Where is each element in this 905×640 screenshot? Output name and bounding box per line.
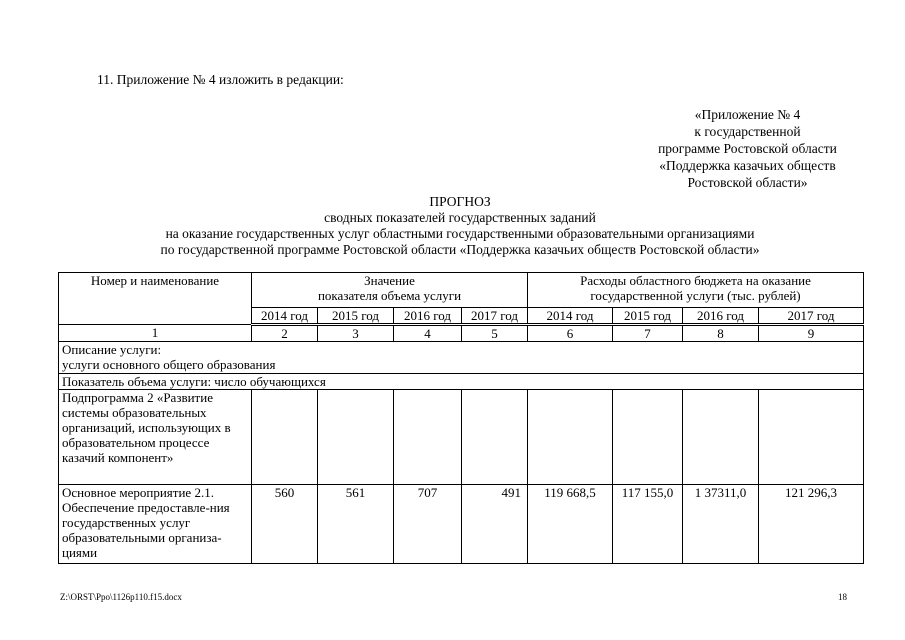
value-cell: 1 37311,0 <box>683 485 759 564</box>
appendix-line: «Приложение № 4 <box>694 107 801 122</box>
year-cell: 2017 год <box>759 308 864 325</box>
value-cell: 119 668,5 <box>528 485 613 564</box>
title-line: ПРОГНОЗ <box>429 194 491 209</box>
column-number: 4 <box>394 325 462 342</box>
value-cell: 561 <box>318 485 394 564</box>
year-cell: 2015 год <box>318 308 394 325</box>
description-cell: Описание услуги: услуги основного общего образования <box>59 342 864 374</box>
value-cell: 491 <box>462 485 528 564</box>
empty-cell <box>252 390 318 485</box>
column-number: 2 <box>252 325 318 342</box>
table-row-main-event <box>59 485 864 564</box>
column-number: 1 <box>59 325 252 342</box>
appendix-line: Ростовской области» <box>687 175 808 190</box>
intro-text: 11. Приложение № 4 изложить в редакции: <box>97 72 344 87</box>
table-header-row <box>59 273 864 308</box>
appendix-line: к государственной <box>694 124 801 139</box>
header-value-cell: Значение показателя объема услуги <box>252 273 528 308</box>
value-cell: 121 296,3 <box>759 485 864 564</box>
header-expense-cell: Расходы областного бюджета на оказание государственной услуги (тыс. рублей) <box>528 273 864 308</box>
column-number: 5 <box>462 325 528 342</box>
header-name-cell: Номер и наименование <box>59 273 252 325</box>
empty-cell <box>759 390 864 485</box>
table-column-numbers-row <box>59 325 864 342</box>
title-line: на оказание государственных услуг областными государственными образовательными организациями <box>165 226 755 241</box>
subprogram-cell: Подпрограмма 2 «Развитие системы образовательных организаций, использующих в образовательном процессе казачий компонент» <box>59 390 252 485</box>
year-cell: 2017 год <box>462 308 528 325</box>
value-cell: 707 <box>394 485 462 564</box>
column-number: 9 <box>759 325 864 342</box>
forecast-table <box>58 272 864 564</box>
table-row-description <box>59 342 864 374</box>
title-line: сводных показателей государственных заданий <box>324 210 596 225</box>
empty-cell <box>613 390 683 485</box>
main-event-cell: Основное мероприятие 2.1. Обеспечение предоставле-ния государственных услуг образовательными организа-циями <box>59 485 252 564</box>
empty-cell <box>683 390 759 485</box>
column-number: 6 <box>528 325 613 342</box>
page-number: 18 <box>838 592 847 602</box>
document-title <box>60 194 860 258</box>
column-number: 3 <box>318 325 394 342</box>
indicator-cell: Показатель объема услуги: число обучающихся <box>59 374 864 390</box>
empty-cell <box>462 390 528 485</box>
year-cell: 2016 год <box>683 308 759 325</box>
value-cell: 117 155,0 <box>613 485 683 564</box>
year-cell: 2014 год <box>252 308 318 325</box>
empty-cell <box>528 390 613 485</box>
appendix-line: программе Ростовской области <box>658 141 837 156</box>
appendix-reference <box>620 106 875 191</box>
footer-file-path: Z:\ORST\Ppo\1126p110.f15.docx <box>60 592 182 602</box>
appendix-line: «Поддержка казачьих обществ <box>659 158 836 173</box>
table-row-indicator <box>59 374 864 390</box>
year-cell: 2015 год <box>613 308 683 325</box>
empty-cell <box>318 390 394 485</box>
value-cell: 560 <box>252 485 318 564</box>
year-cell: 2016 год <box>394 308 462 325</box>
year-cell: 2014 год <box>528 308 613 325</box>
column-number: 8 <box>683 325 759 342</box>
table-row-subprogram <box>59 390 864 485</box>
empty-cell <box>394 390 462 485</box>
title-line: по государственной программе Ростовской области «Поддержка казачьих обществ Ростовской области» <box>160 242 760 257</box>
column-number: 7 <box>613 325 683 342</box>
